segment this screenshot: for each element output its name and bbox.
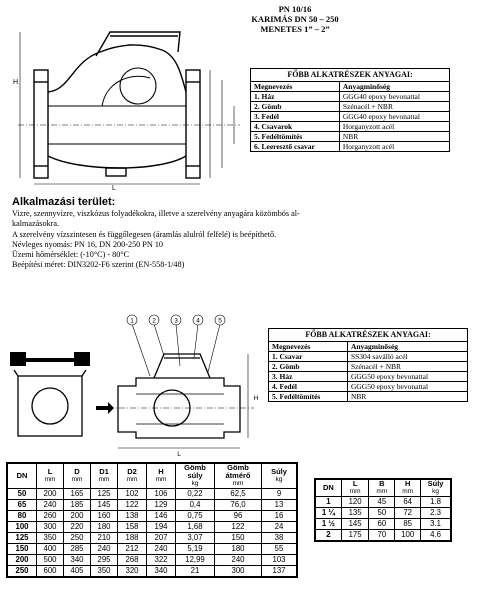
column-header: D mm: [64, 464, 91, 489]
column-header: Súly kg: [262, 464, 297, 489]
col-header-name: Megnevezés: [251, 82, 340, 92]
value-cell: 100: [395, 530, 421, 541]
value-cell: 70: [369, 530, 395, 541]
value-cell: 138: [118, 511, 147, 522]
value-cell: 175: [341, 530, 369, 541]
value-cell: 340: [64, 555, 91, 566]
value-cell: 300: [215, 566, 262, 577]
column-header: H mm: [395, 480, 421, 497]
document-header: [240, 4, 350, 34]
value-cell: 3,07: [176, 533, 215, 544]
value-cell: 322: [147, 555, 176, 566]
table-row: [8, 566, 297, 577]
flanged-range: KARIMÁS DN 50 – 250: [251, 14, 339, 24]
dn-cell: 200: [8, 555, 37, 566]
value-cell: 194: [147, 522, 176, 533]
table-row: 4. Fedél GGG50 epoxy bevonattal: [269, 382, 468, 392]
column-header: L mm: [341, 480, 369, 497]
svg-text:H: H: [253, 395, 259, 402]
table-row: 5. Fedéltömítés NBR: [269, 392, 468, 402]
value-cell: 0,4: [176, 500, 215, 511]
table-row: [8, 489, 297, 500]
value-cell: 122: [118, 500, 147, 511]
value-cell: 150: [215, 533, 262, 544]
dn-cell: 2: [316, 530, 342, 541]
column-header: D1 mm: [91, 464, 118, 489]
table-row: 2. Gömb Szénacél + NBR: [251, 102, 450, 112]
column-header: DN: [8, 464, 37, 489]
value-cell: 350: [37, 533, 64, 544]
value-cell: 260: [37, 511, 64, 522]
value-cell: 106: [147, 489, 176, 500]
value-cell: 9: [262, 489, 297, 500]
dim-label-h: H: [13, 79, 19, 86]
value-cell: 125: [91, 489, 118, 500]
table-row: 3. Fedél GGG40 epoxy bevonattal: [251, 112, 450, 122]
threaded-dimensions-table: [315, 479, 451, 541]
value-cell: 62,5: [215, 489, 262, 500]
value-cell: 180: [215, 544, 262, 555]
value-cell: 24: [262, 522, 297, 533]
svg-text:1: 1: [130, 317, 134, 325]
dn-cell: 150: [8, 544, 37, 555]
value-cell: 5,19: [176, 544, 215, 555]
column-header: H mm: [147, 464, 176, 489]
value-cell: 96: [215, 511, 262, 522]
column-header: L mm: [37, 464, 64, 489]
dn-cell: 100: [8, 522, 37, 533]
dn-cell: 250: [8, 566, 37, 577]
table-row: [8, 500, 297, 511]
application-line: Beépítési méret: DIN3202-F6 szerint (EN-558-1/48): [12, 260, 185, 270]
application-line: Üzemi hőmérséklet: (-10°C) - 80°C: [12, 250, 130, 260]
threaded-dimensions-box: [314, 478, 452, 542]
value-cell: 212: [118, 544, 147, 555]
value-cell: 165: [64, 489, 91, 500]
value-cell: 240: [37, 500, 64, 511]
col-header-material: Anyagminőség: [339, 82, 449, 92]
column-header: D2 mm: [118, 464, 147, 489]
application-line: Vizre, szennyvízre, viszkózus folyadékokra, illetve a szerelvény anyagára közömbös al-: [12, 209, 300, 218]
value-cell: 158: [118, 522, 147, 533]
value-cell: 160: [91, 511, 118, 522]
value-cell: 1,68: [176, 522, 215, 533]
value-cell: 45: [369, 497, 395, 508]
svg-text:3: 3: [174, 317, 178, 325]
materials-title: FŐBB ALKATRÉSZEK ANYAGAI:: [251, 69, 450, 82]
column-header: Súly kg: [421, 480, 451, 497]
value-cell: 268: [118, 555, 147, 566]
dn-cell: 1 ½: [316, 519, 342, 530]
table-row: 1. Ház GGG40 epoxy bevonattal: [251, 92, 450, 102]
dn-cell: 1: [316, 497, 342, 508]
column-header: DN: [316, 480, 342, 497]
column-header: Gömb súly kg: [176, 464, 215, 489]
value-cell: 600: [37, 566, 64, 577]
col-header-name: Megnevezés: [269, 342, 348, 352]
table-row: 6. Leeresztő csavar Horganyzott acél: [251, 142, 450, 152]
value-cell: 72: [395, 508, 421, 519]
materials-title: FŐBB ALKATRÉSZEK ANYAGAI:: [269, 329, 468, 342]
value-cell: 210: [91, 533, 118, 544]
value-cell: 76,0: [215, 500, 262, 511]
flanged-dimensions-table: [7, 463, 297, 577]
svg-text:2: 2: [152, 317, 156, 325]
svg-text:L: L: [177, 451, 181, 458]
table-row: [8, 555, 297, 566]
value-cell: 145: [91, 500, 118, 511]
application-line: kalmazásokra.: [12, 219, 60, 229]
svg-text:4: 4: [196, 317, 200, 325]
value-cell: 340: [147, 566, 176, 577]
column-header: Gömb átmérő mm: [215, 464, 262, 489]
column-header: B mm: [369, 480, 395, 497]
threaded-valve-drawing: [4, 310, 266, 458]
value-cell: 0,75: [176, 511, 215, 522]
dn-cell: 50: [8, 489, 37, 500]
table-row: 2. Gömb Szénacél + NBR: [269, 362, 468, 372]
table-row: [316, 497, 451, 508]
dn-cell: 1 ¼: [316, 508, 342, 519]
value-cell: 200: [64, 511, 91, 522]
value-cell: 185: [64, 500, 91, 511]
value-cell: 295: [91, 555, 118, 566]
value-cell: 405: [64, 566, 91, 577]
table-row: [316, 508, 451, 519]
materials-table-top: [250, 68, 450, 152]
value-cell: 122: [215, 522, 262, 533]
value-cell: 3.1: [421, 519, 451, 530]
value-cell: 250: [64, 533, 91, 544]
value-cell: 120: [341, 497, 369, 508]
value-cell: 0,22: [176, 489, 215, 500]
value-cell: 240: [91, 544, 118, 555]
value-cell: 64: [395, 497, 421, 508]
col-header-material: Anyagminőség: [347, 342, 467, 352]
table-row: [8, 522, 297, 533]
value-cell: 4.6: [421, 530, 451, 541]
value-cell: 320: [118, 566, 147, 577]
value-cell: 102: [118, 489, 147, 500]
table-row: 4. Csavarok Horganyzott acél: [251, 122, 450, 132]
table-row: 3. Ház GGG50 epoxy bevonattal: [269, 372, 468, 382]
pressure-rating: PN 10/16: [278, 4, 312, 14]
application-line: Névleges nyomás: PN 16, DN 200-250 PN 10: [12, 239, 164, 249]
value-cell: 55: [262, 544, 297, 555]
value-cell: 13: [262, 500, 297, 511]
value-cell: 145: [341, 519, 369, 530]
valve-handle-left: [10, 352, 26, 366]
dn-cell: 80: [8, 511, 37, 522]
value-cell: 400: [37, 544, 64, 555]
value-cell: 188: [118, 533, 147, 544]
value-cell: 285: [64, 544, 91, 555]
threaded-range: MENETES 1” – 2”: [260, 24, 330, 34]
flanged-dimensions-box: [6, 462, 298, 578]
dim-label-l: L: [112, 185, 116, 190]
materials-table-bottom: [268, 328, 468, 402]
value-cell: 240: [147, 544, 176, 555]
value-cell: 2.3: [421, 508, 451, 519]
value-cell: 300: [37, 522, 64, 533]
value-cell: 60: [369, 519, 395, 530]
flanged-valve-drawing: [10, 22, 248, 190]
value-cell: 350: [91, 566, 118, 577]
value-cell: 200: [37, 489, 64, 500]
value-cell: 1.8: [421, 497, 451, 508]
svg-text:5: 5: [218, 317, 222, 325]
valve-handle-right: [74, 352, 90, 366]
value-cell: 137: [262, 566, 297, 577]
table-row: 5. Fedéltömítés NBR: [251, 132, 450, 142]
value-cell: 21: [176, 566, 215, 577]
table-row: [8, 533, 297, 544]
dn-cell: 65: [8, 500, 37, 511]
value-cell: 220: [64, 522, 91, 533]
value-cell: 146: [147, 511, 176, 522]
value-cell: 50: [369, 508, 395, 519]
value-cell: 500: [37, 555, 64, 566]
application-section: [12, 196, 482, 271]
value-cell: 129: [147, 500, 176, 511]
value-cell: 85: [395, 519, 421, 530]
value-cell: 38: [262, 533, 297, 544]
value-cell: 12,99: [176, 555, 215, 566]
application-line: A szerelvény vízszintesen és függőlegesen (áramlás alulról felfelé) is beépíthető.: [12, 229, 277, 239]
table-row: 1. Csavar SS304 saválló acél: [269, 352, 468, 362]
table-row: [8, 544, 297, 555]
value-cell: 240: [215, 555, 262, 566]
value-cell: 135: [341, 508, 369, 519]
table-row: [316, 519, 451, 530]
value-cell: 103: [262, 555, 297, 566]
value-cell: 207: [147, 533, 176, 544]
value-cell: 16: [262, 511, 297, 522]
table-row: [316, 530, 451, 541]
table-row: [8, 511, 297, 522]
application-heading: Alkalmazási terület:: [12, 196, 116, 208]
dn-cell: 125: [8, 533, 37, 544]
value-cell: 180: [91, 522, 118, 533]
